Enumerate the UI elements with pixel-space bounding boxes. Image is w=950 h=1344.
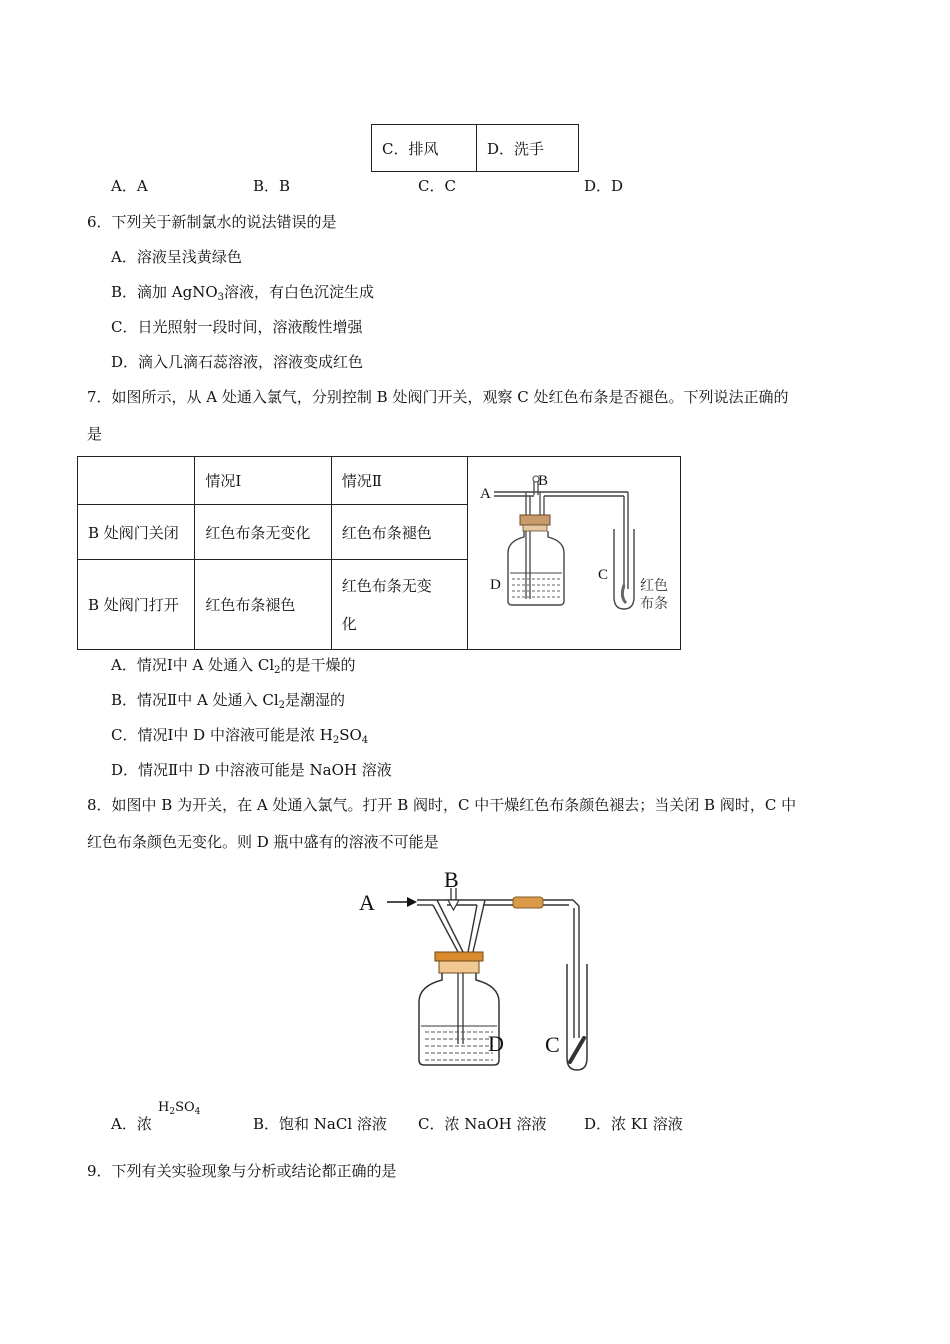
q6-option-b[interactable] [111,282,374,308]
q7-header-case1: 情况Ⅰ [195,457,331,505]
q7-option-a-pre: A．情况Ⅰ中 A 处通入 Cl [111,656,275,674]
q7-row1-label: B 处阀门关闭 [78,505,195,560]
q6-option-b-sub: 3 [217,292,225,303]
q8-formula-so: SO [175,1100,195,1115]
q7-label-c: C [598,567,609,583]
q7-figure-cell [468,457,681,650]
q6-option-b-pre: B．滴加 AgNO [111,283,218,301]
q7-option-c-sub1: 2 [332,735,340,746]
q7-option-c-sub2: 4 [361,735,369,746]
q7-option-a-post: 的是干燥的 [280,656,356,674]
q7-option-b-pre: B．情况Ⅱ中 A 处通入 Cl [111,691,279,709]
q6-option-d[interactable]: D．滴入几滴石蕊溶液，溶液变成红色 [111,353,364,371]
q7-row2-label: B 处阀门打开 [78,560,195,650]
q7-header-case2: 情况Ⅱ [331,457,467,505]
q8-label-d: D [488,1031,504,1056]
q7-option-c-pre: C．情况Ⅰ中 D 中溶液可能是浓 H [111,726,333,744]
q7-option-d[interactable]: D．情况Ⅱ中 D 中溶液可能是 NaOH 溶液 [111,761,392,779]
q7-label-b: B [538,473,549,489]
q8-formula-sub1: 2 [169,1107,176,1117]
q7-apparatus-figure [468,457,680,649]
q5-table [371,124,579,172]
q8-option-d[interactable]: D．浓 KI 溶液 [584,1115,683,1133]
q8-label-a: A [359,890,375,915]
q8-option-c[interactable]: C．浓 NaOH 溶液 [418,1115,547,1133]
q8-formula-sub2: 4 [194,1107,201,1117]
q8-label-b: B [444,867,459,892]
q7-label-a: A [480,486,491,502]
q8-option-a-formula [158,1100,200,1120]
q7-option-b-sub: 2 [278,700,286,711]
q8-stem-line2: 红色布条颜色无变化。则 D 瓶中盛有的溶液不可能是 [87,833,439,851]
q7-row2-case2 [331,560,467,650]
q5-option-c[interactable]: C．C [418,177,456,195]
q7-option-a[interactable] [111,655,356,681]
q8-option-a-text: A．浓 [111,1115,152,1133]
q7-stem-line2: 是 [87,425,103,443]
q7-option-c-mid: SO [339,726,362,744]
q5-option-d[interactable]: D．D [584,177,624,195]
q7-option-a-sub: 2 [274,665,281,676]
q8-stem-line1: 8．如图中 B 为开关，在 A 处通入氯气。打开 B 阀时，C 中干燥红色布条颜色褪去；当关闭 B 阀时，C 中 [87,796,797,814]
q7-option-b[interactable] [111,690,345,716]
q8-option-b[interactable]: B．饱和 NaCl 溶液 [253,1115,387,1133]
q7-table [77,456,681,650]
q9-stem: 9．下列有关实验现象与分析或结论都正确的是 [87,1162,397,1180]
q7-header-empty [78,457,195,505]
q7-row1-case2: 红色布条褪色 [331,505,467,560]
q7-row2-case1: 红色布条褪色 [195,560,331,650]
q7-label-d: D [490,577,501,593]
q5-cell-c: C．排风 [372,125,477,172]
q5-option-b[interactable]: B．B [253,177,291,195]
q6-option-a[interactable]: A．溶液呈浅黄绿色 [111,248,242,266]
q6-option-b-post: 溶液，有白色沉淀生成 [224,283,375,301]
q7-row1-case1: 红色布条无变化 [195,505,331,560]
q5-cell-d: D．洗手 [477,125,579,172]
q7-row2-case2-line2: 化 [341,614,357,633]
q7-option-c[interactable] [111,725,368,751]
q7-option-b-post: 是潮湿的 [285,691,346,709]
q8-option-a[interactable] [111,1114,152,1134]
q7-cloth-label-1: 红色 [640,578,668,594]
q8-apparatus-figure [355,866,615,1078]
q6-option-c[interactable]: C．日光照射一段时间，溶液酸性增强 [111,318,363,336]
q6-stem: 6．下列关于新制氯水的说法错误的是 [87,213,337,231]
q8-label-c: C [545,1032,560,1057]
q5-option-a[interactable]: A．A [111,177,148,195]
q7-cloth-label-2: 布条 [640,596,668,612]
q8-formula-h: H [158,1100,170,1115]
q7-row2-case2-line1: 红色布条无变 [341,576,432,595]
q7-stem-line1: 7．如图所示，从 A 处通入氯气，分别控制 B 处阀门开关，观察 C 处红色布条是否褪色。下列说法正确的 [87,388,789,406]
